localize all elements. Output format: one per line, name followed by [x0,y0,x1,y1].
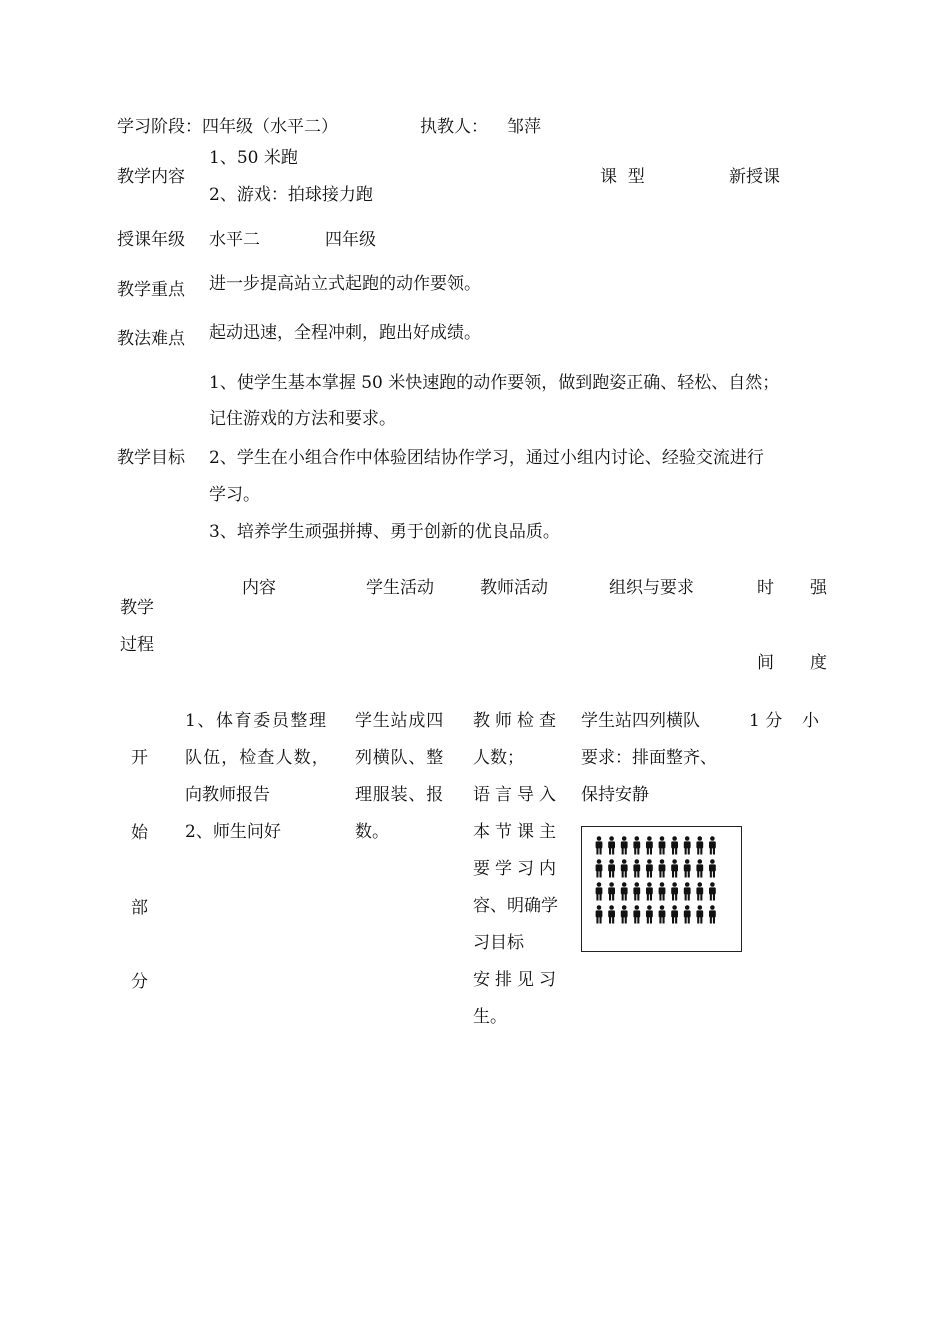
teacher-name: 邹萍 [507,117,541,137]
difficulty-label: 教法难点 [117,329,185,349]
person-icon [596,905,603,923]
student-cell-line: 数。 [355,822,389,842]
col-header-teacher: 教师活动 [480,578,548,598]
person-icon [608,859,615,877]
col-header-time-1: 时 [757,578,774,598]
person-icon [671,905,678,923]
process-label-2: 过程 [120,635,154,655]
lesson-type-label: 课 型 [600,167,645,187]
person-icon [671,859,678,877]
teacher-cell-line: 本节课主 [473,822,561,842]
person-icon [596,836,603,854]
grade-value: 四年级 [325,230,376,250]
person-icon [596,859,603,877]
person-icon [633,836,640,854]
process-label-1: 教学 [120,598,154,618]
person-icon [633,882,640,900]
person-icon [608,905,615,923]
content-cell-line: 队伍，检查人数， [185,748,330,768]
formation-diagram [581,826,742,952]
teacher-cell-line: 生。 [473,1007,507,1027]
student-cell-line: 理服装、报 [355,785,444,805]
time-cell: 1 分 [749,711,783,731]
student-cell-line: 列横队、整 [355,748,444,768]
student-cell-line: 学生站成四 [355,711,444,731]
grade-label: 授课年级 [117,230,185,250]
person-icon [696,882,703,900]
person-icon [596,882,603,900]
person-icon [709,882,716,900]
person-icon [621,882,628,900]
goal-2a: 2、学生在小组合作中体验团结协作学习，通过小组内讨论、经验交流进行 [209,448,764,468]
difficulty-text: 起动迅速，全程冲刺，跑出好成绩。 [209,323,481,343]
person-icon [684,882,691,900]
content-line-1: 1、50 米跑 [209,148,298,168]
person-icon [684,836,691,854]
person-icon [659,859,666,877]
person-icon [659,836,666,854]
goals-label: 教学目标 [117,448,185,468]
person-icon [633,905,640,923]
person-icon [646,882,653,900]
intensity-cell: 小 [802,711,819,731]
teacher-cell-line: 安排见习 [473,970,561,990]
grade-level: 水平二 [209,230,260,250]
person-icon [659,905,666,923]
person-icon [659,882,666,900]
col-header-intensity-1: 强 [810,578,827,598]
col-header-content: 内容 [242,578,276,598]
person-icon [621,905,628,923]
person-icon [646,836,653,854]
section-char: 开 [131,748,148,768]
person-icon [696,836,703,854]
content-label: 教学内容 [117,167,185,187]
person-icon [646,905,653,923]
teacher-cell-line: 教师检查 [473,711,561,731]
goal-2b: 学习。 [209,485,260,505]
person-icon [671,882,678,900]
stage-label: 学习阶段：四年级（水平二） [117,117,338,137]
person-icon [646,859,653,877]
lesson-type-value: 新授课 [729,167,780,187]
goal-1b: 记住游戏的方法和要求。 [209,409,396,429]
content-cell-line: 向教师报告 [185,785,270,805]
person-icon [709,859,716,877]
org-cell-line: 要求：排面整齐、 [581,748,717,768]
person-icon [671,836,678,854]
person-icon [608,836,615,854]
person-icon [709,836,716,854]
formation-people [582,827,740,950]
col-header-student: 学生活动 [366,578,434,598]
person-icon [684,859,691,877]
teacher-cell-line: 容、明确学 [473,896,558,916]
section-char: 部 [131,898,148,918]
content-cell-line: 1、体育委员整理 [185,711,328,731]
person-icon [709,905,716,923]
person-icon [696,905,703,923]
section-char: 分 [131,972,148,992]
person-icon [608,882,615,900]
col-header-time-2: 间 [757,653,774,673]
col-header-org: 组织与要求 [609,578,694,598]
key-point-text: 进一步提高站立式起跑的动作要领。 [209,274,481,294]
org-cell-line: 保持安静 [581,785,649,805]
col-header-intensity-2: 度 [810,653,827,673]
goal-1a: 1、使学生基本掌握 50 米快速跑的动作要领，做到跑姿正确、轻松、自然； [209,373,780,393]
goal-3: 3、培养学生顽强拼搏、勇于创新的优良品质。 [209,522,560,542]
section-char: 始 [131,823,148,843]
teacher-cell-line: 要学习内 [473,859,561,879]
person-icon [696,859,703,877]
content-line-2: 2、游戏：拍球接力跑 [209,185,373,205]
person-icon [621,859,628,877]
org-cell-line: 学生站四列横队 [581,711,700,731]
teacher-cell-line: 语言导入 [473,785,561,805]
teacher-label: 执教人： [420,117,488,137]
person-icon [633,859,640,877]
person-icon [684,905,691,923]
teacher-cell-line: 习目标 [473,933,524,953]
key-point-label: 教学重点 [117,280,185,300]
teacher-cell-line: 人数； [473,748,524,768]
content-cell-line: 2、师生问好 [185,822,281,842]
person-icon [621,836,628,854]
